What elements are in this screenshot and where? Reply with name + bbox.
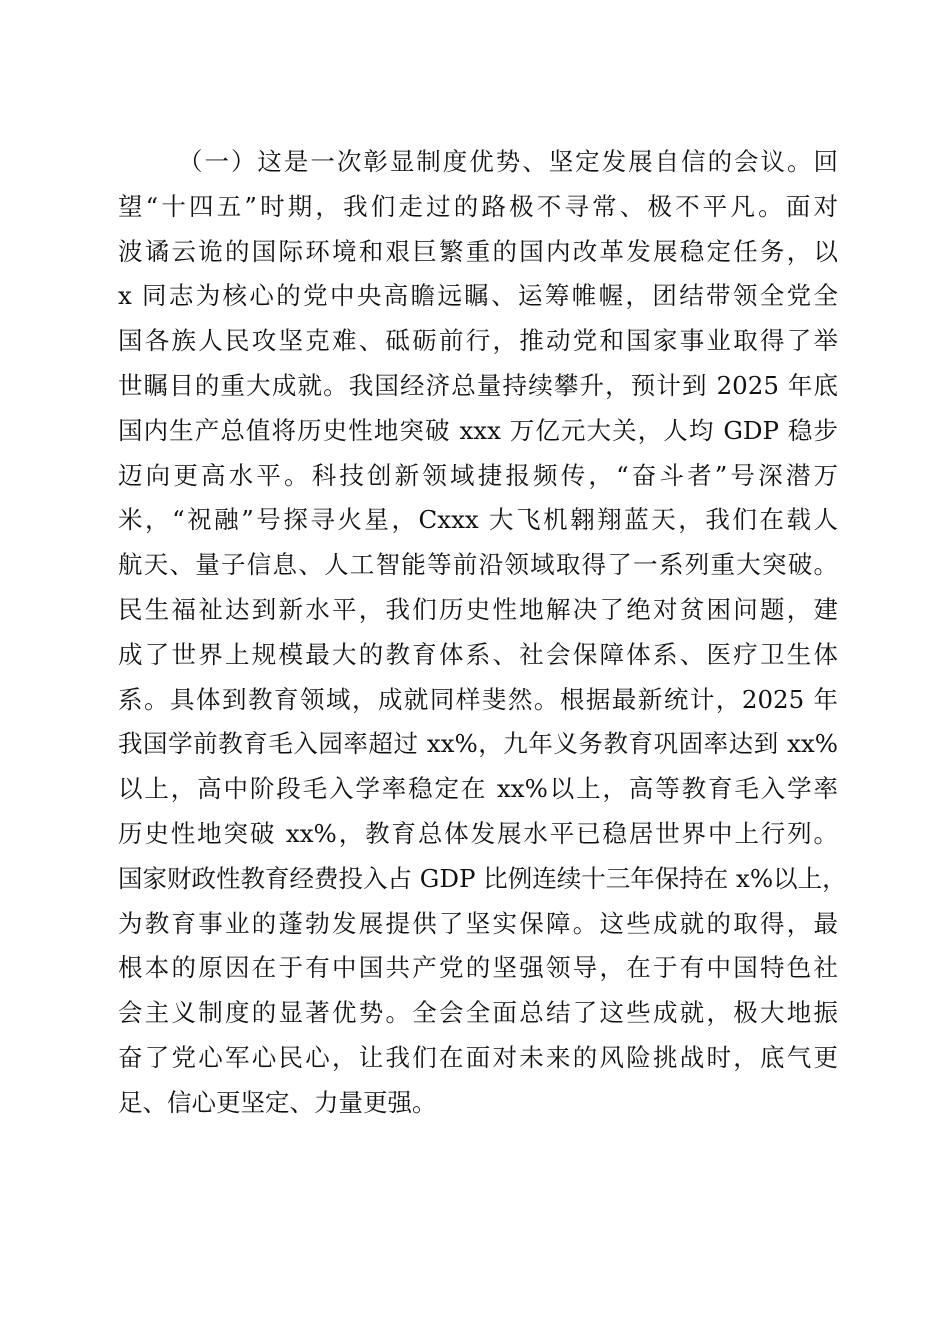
paragraph-line: 国各族人民攻坚克难、砥砺前行，推动党和国家事业取得了举 (118, 326, 838, 356)
paragraph-line: 成了世界上规模最大的教育体系、社会保障体系、医疗卫生体 (118, 639, 838, 669)
paragraph-line: 民生福祉达到新水平，我们历史性地解决了绝对贫困问题，建 (118, 594, 838, 624)
paragraph-line: 望“十四五”时期，我们走过的路极不寻常、极不平凡。面对 (118, 191, 838, 221)
paragraph-line: 系。具体到教育领域，成就同样斐然。根据最新统计，2025 年 (118, 684, 838, 714)
paragraph-line: 世瞩目的重大成就。我国经济总量持续攀升，预计到 2025 年底 (118, 370, 838, 400)
paragraph-line: （一）这是一次彰显制度优势、坚定发展自信的会议。回 (178, 147, 838, 176)
paragraph-line: 国家财政性教育经费投入占 GDP 比例连续十三年保持在 x%以上， (118, 863, 847, 893)
paragraph-line: 以上，高中阶段毛入学率稳定在 xx%以上，高等教育毛入学率 (118, 774, 838, 804)
paragraph-line: 奋了党心军心民心，让我们在面对未来的风险挑战时，底气更 (118, 1042, 838, 1072)
paragraph-line: 波谲云诡的国际环境和艰巨繁重的国内改革发展稳定任务，以 (118, 236, 838, 266)
paragraph-line: 足、信心更坚定、力量更强。 (118, 1087, 437, 1117)
body-paragraph (118, 140, 847, 1126)
paragraph-line: 国内生产总值将历史性地突破 xxx 万亿元大关，人均 GDP 稳步 (118, 415, 838, 445)
paragraph-line: 会主义制度的显著优势。全会全面总结了这些成就，极大地振 (118, 998, 838, 1028)
paragraph-line: 历史性地突破 xx%，教育总体发展水平已稳居世界中上行列。 (118, 818, 838, 848)
paragraph-line: 根本的原因在于有中国共产党的坚强领导，在于有中国特色社 (118, 953, 838, 983)
paragraph-line: 我国学前教育毛入园率超过 xx%，九年义务教育巩固率达到 xx% (118, 729, 838, 759)
paragraph-line: 米，“祝融”号探寻火星，Cxxx 大飞机翱翔蓝天，我们在载人 (118, 505, 838, 535)
paragraph-line: x 同志为核心的党中央高瞻远瞩、运筹帷幄，团结带领全党全 (118, 281, 838, 311)
paragraph-line: 航天、量子信息、人工智能等前沿领域取得了一系列重大突破。 (118, 550, 838, 580)
paragraph-line: 为教育事业的蓬勃发展提供了坚实保障。这些成就的取得，最 (118, 908, 838, 938)
paragraph-line: 迈向更高水平。科技创新领域捷报频传，“奋斗者”号深潜万 (118, 460, 838, 490)
